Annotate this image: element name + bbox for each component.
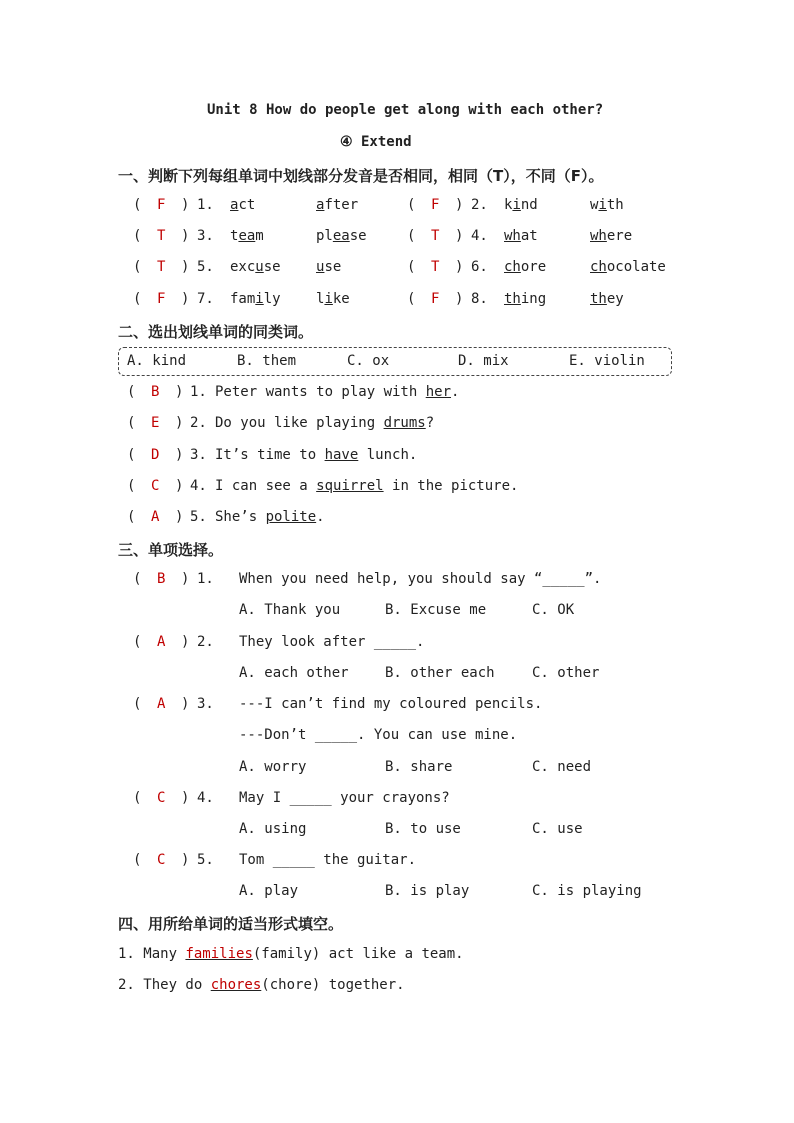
- paren-close: ): [181, 228, 190, 244]
- paren-close: ): [175, 384, 184, 400]
- answer-mark: B: [157, 571, 166, 587]
- item-number: 5.: [197, 852, 214, 868]
- fill-blank-sentence: 1. Many families(family) act like a team.: [118, 946, 464, 962]
- item-number: 1.: [197, 571, 214, 587]
- word-b: chocolate: [590, 259, 666, 275]
- underlined-part: wh: [504, 228, 521, 244]
- choice-option: A. worry: [239, 759, 307, 775]
- choice-option: B. is play: [385, 883, 470, 899]
- item-number: 6.: [471, 259, 488, 275]
- paren-open: (: [127, 478, 136, 494]
- section2-heading: 二、选出划线单词的同类词。: [118, 323, 314, 341]
- word-a: thing: [504, 291, 547, 307]
- paren-close: ): [181, 571, 190, 587]
- item-number: 2.: [471, 197, 488, 213]
- word-b: after: [316, 197, 359, 213]
- answer-mark: C: [157, 852, 166, 868]
- sentence: Do you like playing drums?: [215, 415, 435, 431]
- section1-heading: 一、判断下列每组单词中划线部分发音是否相同，相同（T），不同（F）。: [118, 167, 604, 185]
- underlined-part: i: [598, 197, 607, 213]
- choice-option: C. need: [532, 759, 592, 775]
- word-bank-option: B. them: [237, 353, 297, 369]
- answer-mark: A: [151, 509, 160, 525]
- paren-open: (: [133, 790, 142, 806]
- underlined-part: ch: [504, 259, 521, 275]
- answer-mark: B: [151, 384, 160, 400]
- question-text-line2: ---Don’t _____. You can use mine.: [239, 727, 518, 743]
- underlined-part: a: [316, 197, 325, 213]
- question-text: ---I can’t find my coloured pencils.: [239, 696, 543, 712]
- paren-close: ): [181, 790, 190, 806]
- section3-heading: 三、单项选择。: [118, 541, 224, 559]
- paren-close: ): [455, 228, 464, 244]
- paren-open: (: [407, 259, 416, 275]
- item-number: 5.: [197, 259, 214, 275]
- choice-option: B. to use: [385, 821, 461, 837]
- paren-open: (: [133, 571, 142, 587]
- sentence: She’s polite.: [215, 509, 325, 525]
- answer-mark: C: [157, 790, 166, 806]
- word-b: like: [316, 291, 350, 307]
- paren-close: ): [181, 852, 190, 868]
- paren-open: (: [407, 228, 416, 244]
- paren-close: ): [175, 509, 184, 525]
- answer-mark: T: [157, 259, 166, 275]
- item-number: 2.: [197, 634, 214, 650]
- underlined-part: u: [316, 259, 325, 275]
- item-number: 3.: [190, 447, 207, 463]
- item-number: 3.: [197, 696, 214, 712]
- paren-open: (: [133, 259, 142, 275]
- paren-close: ): [181, 696, 190, 712]
- choice-option: B. share: [385, 759, 453, 775]
- word-b: with: [590, 197, 624, 213]
- paren-open: (: [127, 447, 136, 463]
- paren-open: (: [407, 197, 416, 213]
- paren-close: ): [181, 197, 190, 213]
- question-text: May I _____ your crayons?: [239, 790, 450, 806]
- answer-mark: E: [151, 415, 160, 431]
- question-text: They look after _____.: [239, 634, 425, 650]
- underlined-part: polite: [265, 509, 317, 525]
- paren-close: ): [181, 291, 190, 307]
- answer-mark: A: [157, 634, 166, 650]
- underlined-part: squirrel: [316, 478, 384, 494]
- word-a: act: [230, 197, 256, 213]
- paren-open: (: [133, 228, 142, 244]
- choice-option: C. is playing: [532, 883, 642, 899]
- choice-option: C. use: [532, 821, 583, 837]
- word-b: they: [590, 291, 624, 307]
- item-number: 5.: [190, 509, 207, 525]
- word-b: where: [590, 228, 633, 244]
- item-number: 4.: [197, 790, 214, 806]
- item-number: 1.: [197, 197, 214, 213]
- word-bank-option: D. mix: [458, 353, 509, 369]
- word-a: team: [230, 228, 264, 244]
- answer-mark: F: [431, 197, 440, 213]
- underlined-part: her: [425, 384, 452, 400]
- underlined-part: ea: [332, 228, 350, 244]
- page-title: Unit 8 How do people get along with each other?: [207, 102, 604, 118]
- answer-mark: C: [151, 478, 160, 494]
- word-a: family: [230, 291, 281, 307]
- item-number: 4.: [190, 478, 207, 494]
- filled-answer: chores: [210, 977, 262, 993]
- choice-option: A. Thank you: [239, 602, 341, 618]
- paren-open: (: [133, 852, 142, 868]
- choice-option: B. Excuse me: [385, 602, 487, 618]
- question-text: Tom _____ the guitar.: [239, 852, 417, 868]
- sentence: It’s time to have lunch.: [215, 447, 418, 463]
- choice-option: A. play: [239, 883, 299, 899]
- underlined-part: u: [255, 259, 264, 275]
- word-bank-option: E. violin: [569, 353, 645, 369]
- item-number: 2.: [190, 415, 207, 431]
- underlined-part: th: [590, 291, 607, 307]
- answer-mark: D: [151, 447, 160, 463]
- underlined-part: drums: [383, 415, 426, 431]
- paren-close: ): [455, 197, 464, 213]
- page-subtitle: ④ Extend: [340, 134, 412, 150]
- paren-close: ): [175, 447, 184, 463]
- underlined-part: ch: [590, 259, 607, 275]
- answer-mark: T: [431, 228, 440, 244]
- word-a: what: [504, 228, 538, 244]
- underlined-part: ea: [238, 228, 256, 244]
- word-b: use: [316, 259, 342, 275]
- answer-mark: T: [431, 259, 440, 275]
- paren-open: (: [133, 696, 142, 712]
- paren-close: ): [175, 415, 184, 431]
- paren-open: (: [127, 415, 136, 431]
- answer-mark: T: [157, 228, 166, 244]
- paren-close: ): [455, 259, 464, 275]
- word-a: kind: [504, 197, 538, 213]
- paren-close: ): [455, 291, 464, 307]
- choice-option: A. each other: [239, 665, 349, 681]
- choice-option: C. other: [532, 665, 600, 681]
- paren-open: (: [407, 291, 416, 307]
- underlined-part: a: [230, 197, 239, 213]
- paren-close: ): [181, 259, 190, 275]
- word-bank-option: C. ox: [347, 353, 390, 369]
- item-number: 3.: [197, 228, 214, 244]
- choice-option: B. other each: [385, 665, 495, 681]
- answer-mark: F: [431, 291, 440, 307]
- item-number: 4.: [471, 228, 488, 244]
- item-number: 7.: [197, 291, 214, 307]
- word-bank-option: A. kind: [127, 353, 187, 369]
- fill-blank-sentence: 2. They do chores(chore) together.: [118, 977, 405, 993]
- paren-close: ): [181, 634, 190, 650]
- underlined-part: th: [504, 291, 521, 307]
- item-number: 8.: [471, 291, 488, 307]
- word-b: please: [316, 228, 367, 244]
- sentence: Peter wants to play with her.: [215, 384, 460, 400]
- underlined-part: i: [512, 197, 521, 213]
- item-number: 1.: [190, 384, 207, 400]
- paren-close: ): [175, 478, 184, 494]
- underlined-part: i: [324, 291, 333, 307]
- answer-mark: A: [157, 696, 166, 712]
- underlined-part: have: [324, 447, 359, 463]
- question-text: When you need help, you should say “_____”.: [239, 571, 602, 587]
- paren-open: (: [127, 509, 136, 525]
- sentence: I can see a squirrel in the picture.: [215, 478, 519, 494]
- paren-open: (: [133, 197, 142, 213]
- answer-mark: F: [157, 291, 166, 307]
- word-a: chore: [504, 259, 547, 275]
- choice-option: C. OK: [532, 602, 575, 618]
- paren-open: (: [133, 291, 142, 307]
- choice-option: A. using: [239, 821, 307, 837]
- word-a: excuse: [230, 259, 281, 275]
- answer-mark: F: [157, 197, 166, 213]
- filled-answer: families: [185, 946, 253, 962]
- paren-open: (: [133, 634, 142, 650]
- paren-open: (: [127, 384, 136, 400]
- underlined-part: wh: [590, 228, 607, 244]
- section4-heading: 四、用所给单词的适当形式填空。: [118, 915, 344, 933]
- underlined-part: i: [255, 291, 264, 307]
